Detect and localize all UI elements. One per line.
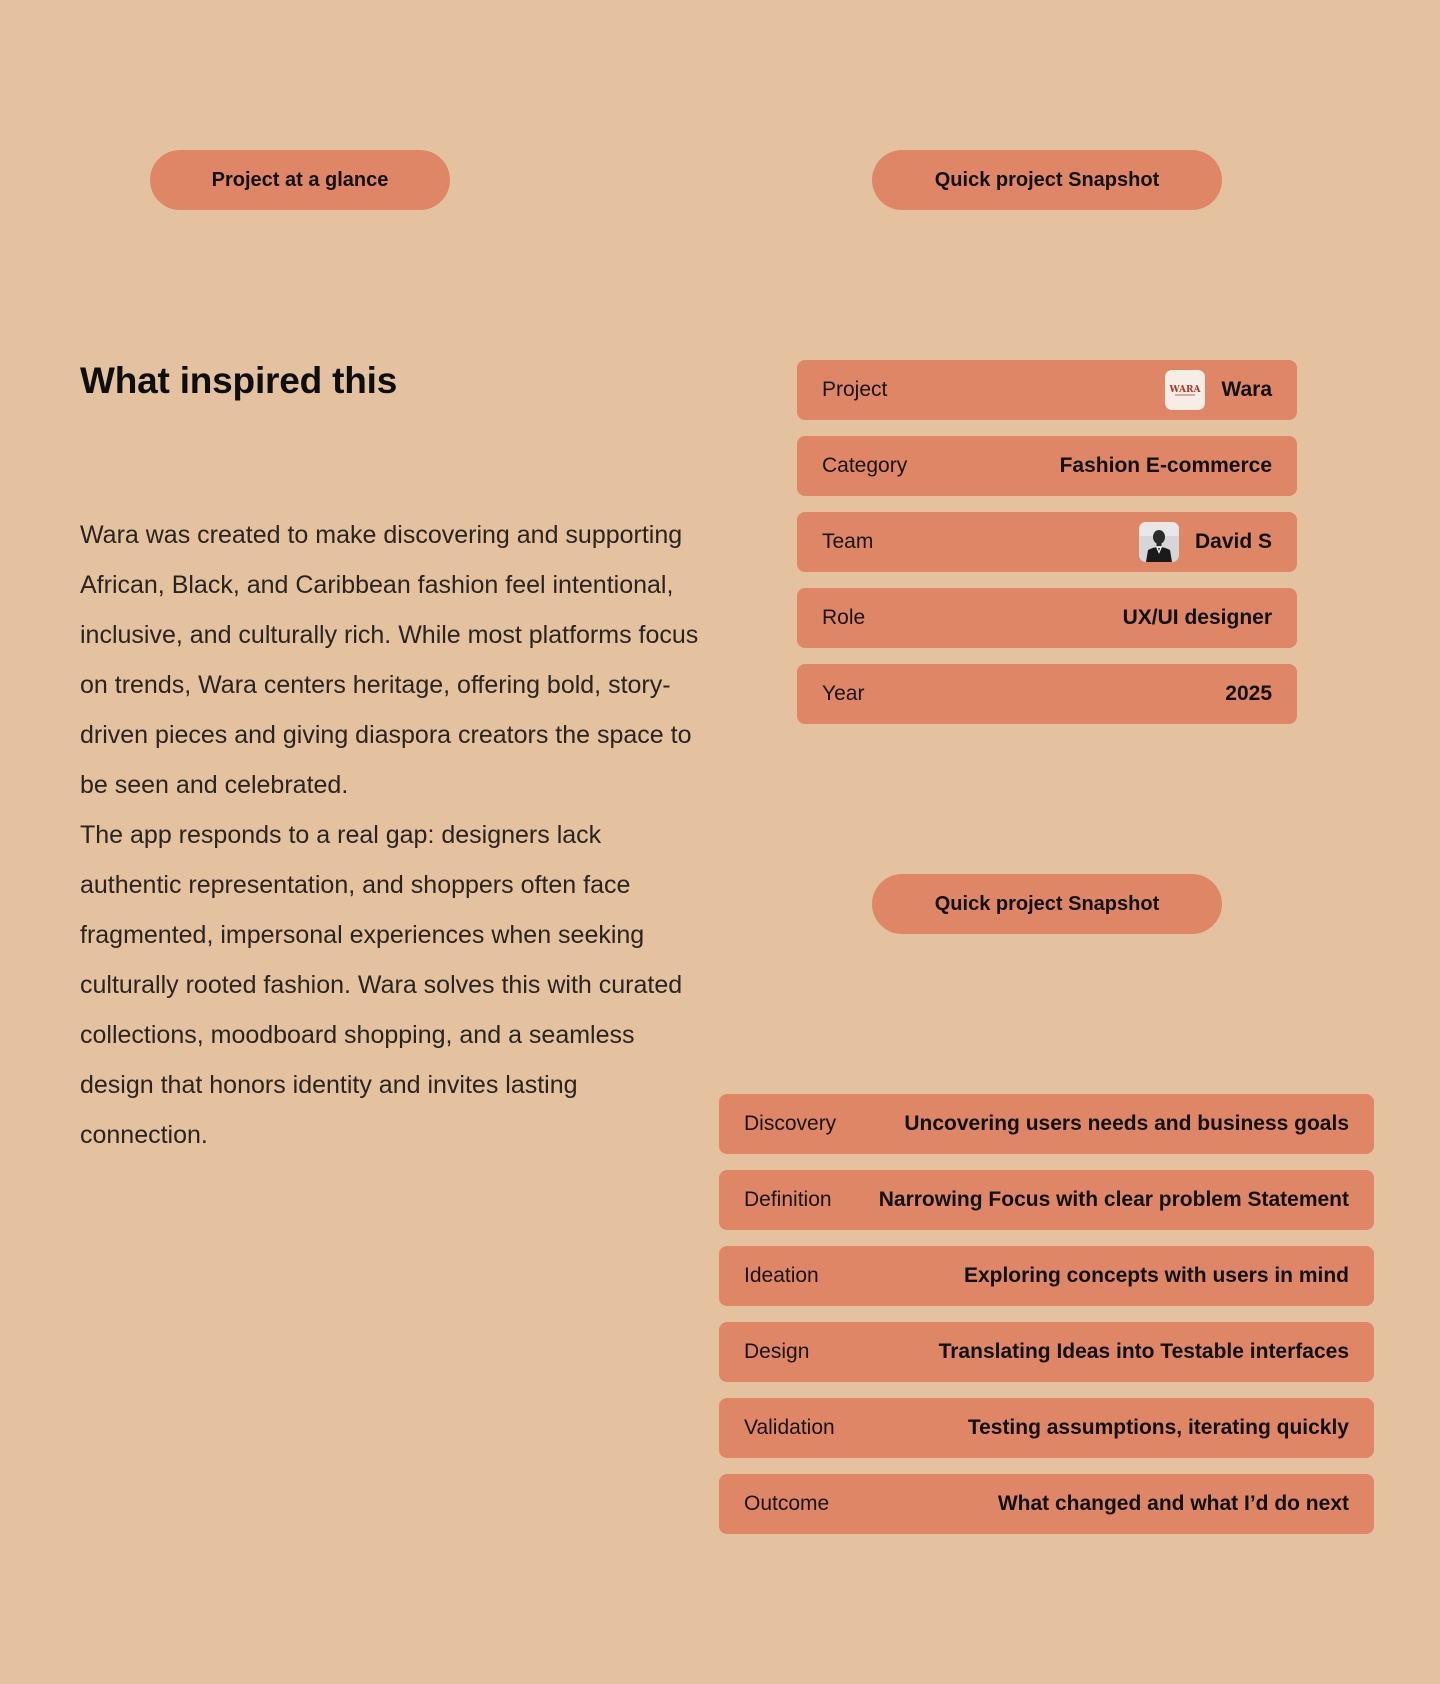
process-row-label: Design	[744, 1340, 810, 1363]
process-row-ideation	[719, 1246, 1374, 1306]
info-row-team	[797, 512, 1297, 572]
info-row-project	[797, 360, 1297, 420]
quick-project-snapshot-pill-secondary[interactable]: Quick project Snapshot	[872, 874, 1222, 934]
process-row-value: Exploring concepts with users in mind	[963, 1264, 1349, 1287]
process-row-label: Definition	[744, 1188, 832, 1211]
info-row-value-group	[1165, 370, 1272, 410]
info-row-label: Year	[822, 682, 865, 705]
process-row-value: Uncovering users needs and business goals	[904, 1112, 1349, 1135]
inspiration-paragraph: The app responds to a real gap: designers lack authentic representation, and shoppers often face fragmented, impersonal experiences when seeking culturally rooted fashion. Wara solves this with curated collections, moodboard shopping, and a seamless design that honors identity and invites lasting connection.	[80, 821, 683, 1149]
project-info-list	[797, 360, 1297, 724]
info-row-value: David S	[1194, 530, 1272, 553]
info-row-value: 2025	[1225, 682, 1272, 705]
process-row-label: Outcome	[744, 1492, 830, 1515]
process-steps-list	[719, 1094, 1374, 1534]
process-row-definition	[719, 1170, 1374, 1230]
inspiration-body	[80, 510, 702, 1160]
info-row-category	[797, 436, 1297, 496]
process-row-value: Translating Ideas into Testable interfaces	[938, 1340, 1349, 1363]
info-row-value: Wara	[1221, 378, 1272, 401]
info-row-label: Project	[822, 378, 888, 401]
process-row-value: Testing assumptions, iterating quickly	[967, 1416, 1349, 1439]
project-at-a-glance-pill[interactable]: Project at a glance	[150, 150, 450, 210]
section-title: What inspired this	[80, 360, 398, 401]
info-row-year	[797, 664, 1297, 724]
avatar	[1139, 522, 1179, 562]
process-row-label: Validation	[744, 1416, 835, 1439]
info-row-value: Fashion E-commerce	[1059, 454, 1272, 477]
wara-logo-icon	[1165, 370, 1205, 410]
wara-logo-text: WARA	[1169, 385, 1201, 395]
process-row-outcome	[719, 1474, 1374, 1534]
info-row-value-group	[1139, 522, 1272, 562]
process-row-label: Ideation	[744, 1264, 819, 1287]
process-row-validation	[719, 1398, 1374, 1458]
process-row-label: Discovery	[744, 1112, 837, 1135]
process-row-discovery	[719, 1094, 1374, 1154]
quick-project-snapshot-pill[interactable]: Quick project Snapshot	[872, 150, 1222, 210]
info-row-label: Category	[822, 454, 908, 477]
info-row-label: Role	[822, 606, 866, 629]
info-row-label: Team	[822, 530, 874, 553]
process-row-value: Narrowing Focus with clear problem Statement	[878, 1188, 1349, 1211]
info-row-value: UX/UI designer	[1122, 606, 1272, 629]
info-row-role	[797, 588, 1297, 648]
inspiration-paragraph: Wara was created to make discovering and supporting African, Black, and Caribbean fashion feel intentional, inclusive, and culturally rich. While most platforms focus on trends, Wara centers heritage, offering bold, story-driven pieces and giving diaspora creators the space to be seen and celebrated.	[80, 521, 699, 799]
process-row-value: What changed and what I’d do next	[997, 1492, 1349, 1515]
process-row-design	[719, 1322, 1374, 1382]
